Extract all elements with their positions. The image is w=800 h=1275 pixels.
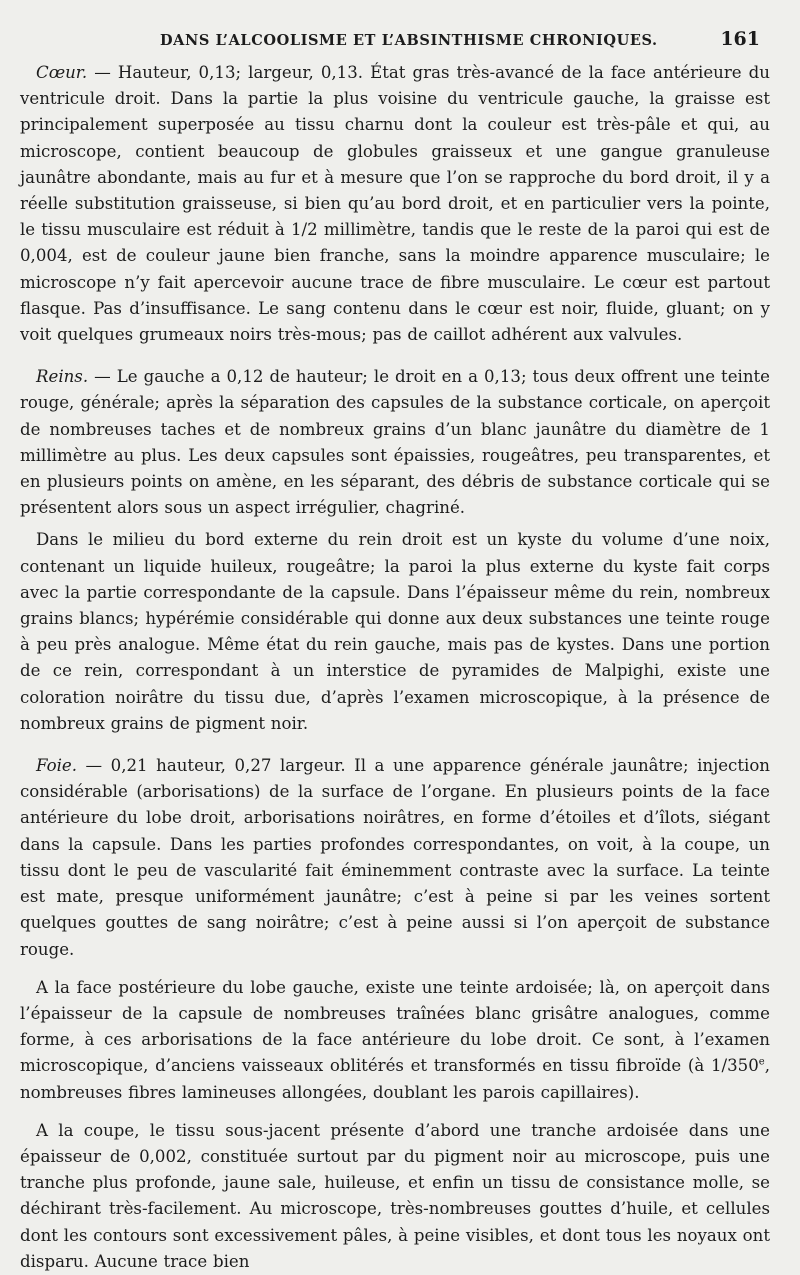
paragraph-lobe-gauche [20,975,770,1106]
paragraph-text: A la coupe, le tissu sous-jacent présente d’abord une tranche ardoisée dans une épaisseur de 0,002, constituée surtout par du pigment noir au microscope, puis une tranche plus profonde, jaune sale, huileuse, et enfin un tissu de consistance molle, se déchirant très-facilement. Au microscope, très-nombreuses gouttes d’huile, et cellules dont les contours sont excessivement pâles, à peine visibles, et dont tous les noyaux ont disparu. Aucune trace bien [20,1120,770,1271]
paragraph-coeur [20,60,770,348]
paragraph-rein-droit [20,527,770,737]
paragraph-coupe [20,1118,770,1275]
section-lead-reins: Reins. [36,367,89,387]
running-head [20,24,770,60]
section-lead-coeur: Cœur. [36,63,88,82]
page-number: 161 [720,28,760,50]
paragraph-text: Dans le milieu du bord externe du rein droit est un kyste du volume d’une noix, contenant un liquide huileux, rougeâtre; la paroi la plus externe du kyste fait corps avec la partie correspondante de la capsule. Dans l’épaisseur même du rein, nombreux grains blancs; hypérémie considérable qui donne aux deux substances une teinte rouge à peu près analogue. Même état du rein gauche, mais pas de kystes. Dans une portion de ce rein, correspondant à un interstice de pyramides de Malpighi, existe une coloration noirâtre du tissu due, d’après l’examen microscopique, à la présence de nombreux grains de pigment noir. [20,530,770,733]
running-title: DANS L’ALCOOLISME ET L’ABSINTHISME CHRONIQUES. [160,32,658,49]
paragraph-text-tail: , nombreuses fibres lamineuses allongées, doublant les parois capillaires). [20,1056,770,1102]
paragraph-text: — Le gauche a 0,12 de hauteur; le droit en a 0,13; tous deux offrent une teinte rouge, générale; après la séparation des capsules de la substance corticale, on aperçoit de nombreuses taches et de nombreux grains d’un blanc jaunâtre du diamètre de 1 millimètre au plus. Les deux capsules sont épaissies, rougeâtres, peu transparentes, et en plusieurs points on amène, en les séparant, des débris de substance corticale qui se présentent alors sous un aspect irrégulier, chagriné. [20,367,770,518]
section-lead-foie: Foie. [36,756,77,776]
body-text [20,60,770,1275]
superscript: e [758,1056,765,1068]
paragraph-reins [20,364,770,521]
paragraph-text: A la face postérieure du lobe gauche, existe une teinte ardoisée; là, on aperçoit dans l’épaisseur de la capsule de nombreuses traînées blanc grisâtre analogues, comme forme, à ces arborisations de la face antérieure du lobe droit. Ce sont, à l’examen microscopique, d’anciens vaisseaux oblitérés et transformés en tissu fibroïde (à 1/350 [20,977,770,1076]
paragraph-text: — 0,21 hauteur, 0,27 largeur. Il a une apparence générale jaunâtre; injection considérable (arborisations) de la surface de l’organe. En plusieurs points de la face antérieure du lobe droit, arborisations noirâtres, en forme d’étoiles et d’îlots, siégant dans la capsule. Dans les parties profondes correspondantes, on voit, à la coupe, un tissu dont le peu de vascularité fait éminemment contraste avec la surface. La teinte est mate, presque uniformément jaunâtre; c’est à peine si par les veines sortent quelques gouttes de sang noirâtre; c’est à peine aussi si l’on aperçoit de substance rouge. [20,756,770,959]
paragraph-foie [20,753,770,963]
paragraph-text: — Hauteur, 0,13; largeur, 0,13. État gras très-avancé de la face antérieure du ventricule droit. Dans la partie la plus voisine du ventricule gauche, la graisse est principalement superposée au tissu charnu dont la couleur est très-pâle et qui, au microscope, contient beaucoup de globules graisseux et une gangue granuleuse jaunâtre abondante, mais au fur et à mesure que l’on se rapproche du bord droit, il y a réelle substitution graisseuse, si bien qu’au bord droit, et en particulier vers la pointe, le tissu musculaire est réduit à 1/2 millimètre, tandis que le reste de la paroi qui est de 0,004, est de couleur jaune bien franche, sans la moindre apparence musculaire; le microscope n’y fait apercevoir aucune trace de fibre musculaire. Le cœur est partout flasque. Pas d’insuffisance. Le sang contenu dans le cœur est noir, fluide, gluant; on y voit quelques grumeaux noirs très-mous; pas de caillot adhérent aux valvules. [20,63,770,345]
